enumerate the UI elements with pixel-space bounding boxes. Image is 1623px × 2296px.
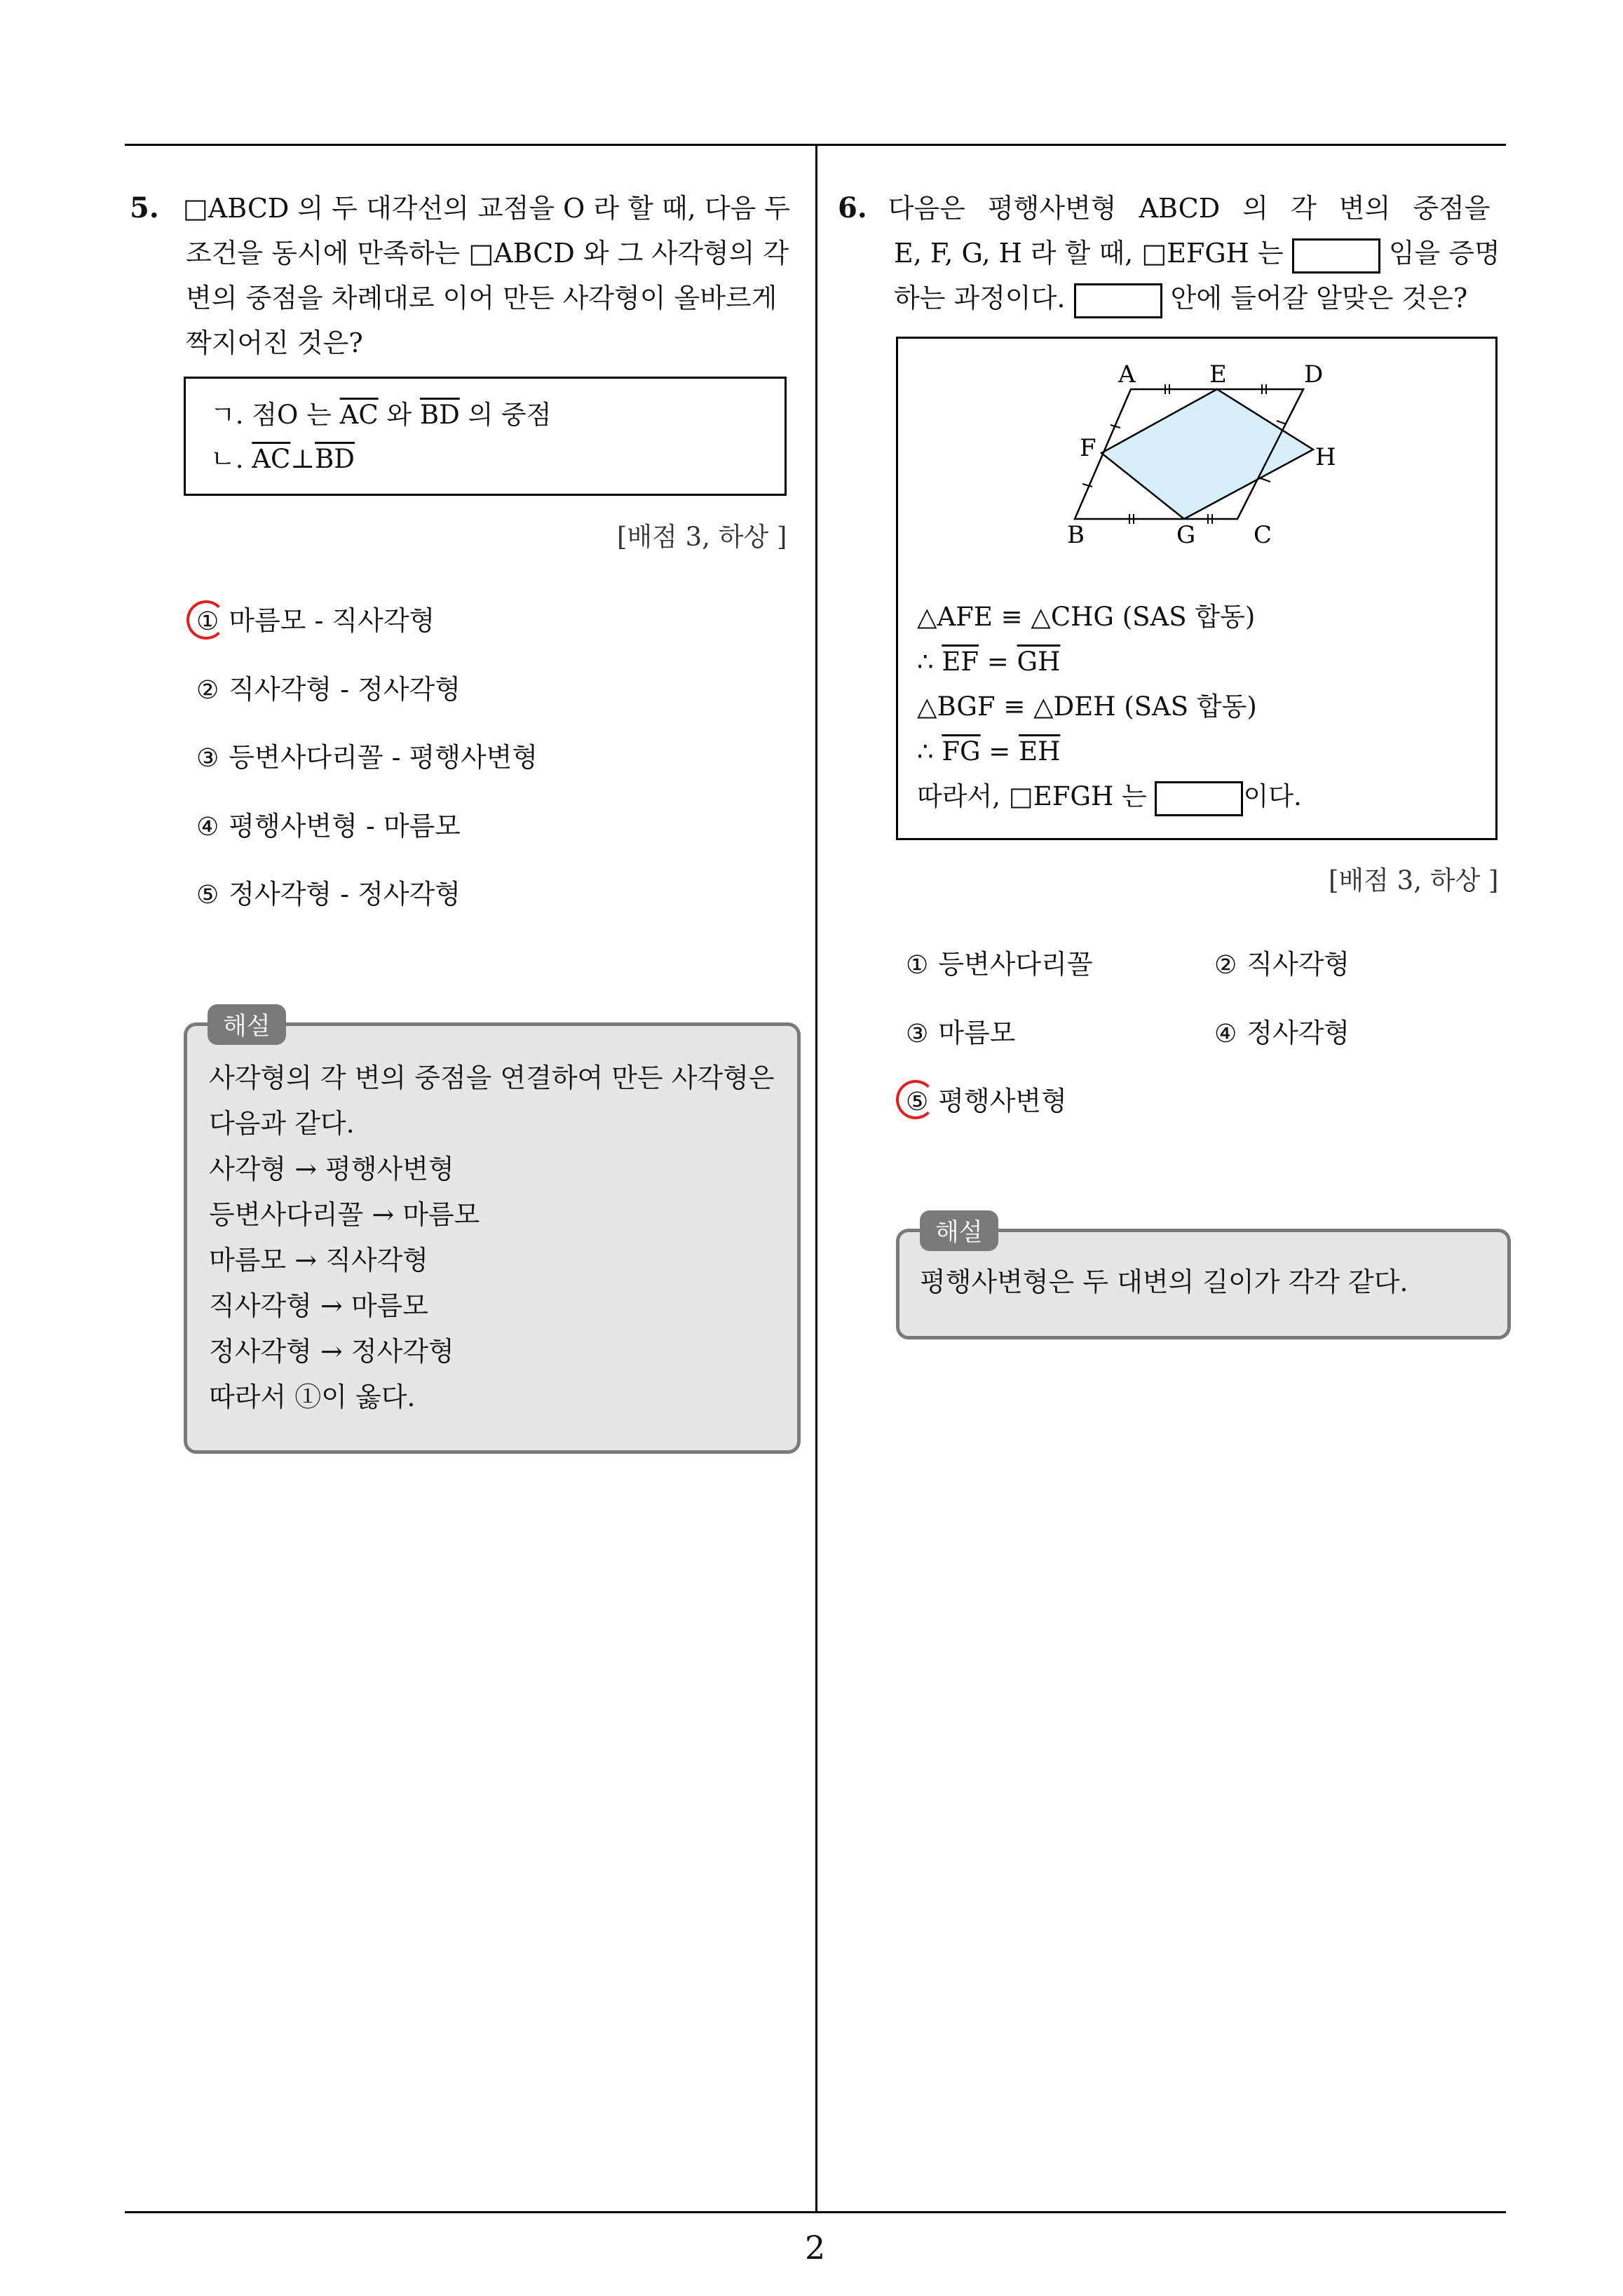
q6-line-3a: 하는 과정이다. bbox=[894, 283, 1066, 313]
q6-solution-text bbox=[920, 1260, 1408, 1305]
condition-1-suffix: 의 중점 bbox=[459, 400, 552, 430]
solution-line: 평행사변형은 두 대변의 길이가 각각 같다. bbox=[920, 1267, 1408, 1297]
proof-line-5 bbox=[917, 774, 1302, 819]
segment-gh: $\overline{GH}$ bbox=[1017, 647, 1061, 677]
parallelogram-figure bbox=[1052, 351, 1346, 561]
q6-score: [배점 3, 하상 ] bbox=[1329, 865, 1499, 896]
vertex-label-b: B bbox=[1067, 521, 1085, 549]
proof-conclusion-b: 이다. bbox=[1243, 781, 1302, 811]
vertex-label-e: E bbox=[1209, 360, 1227, 389]
proof-line-2 bbox=[917, 640, 1302, 684]
answer-blank bbox=[1292, 238, 1380, 274]
choice-number: ② bbox=[1214, 951, 1237, 980]
efgh-quadrilateral bbox=[1101, 389, 1313, 519]
q6-proof-text bbox=[917, 595, 1302, 819]
q5-score: [배점 3, 하상 ] bbox=[617, 522, 787, 552]
page-number: 2 bbox=[805, 2229, 826, 2267]
q5-choice-1[interactable] bbox=[196, 603, 435, 640]
q6-line-2b: 임을 증명 bbox=[1388, 238, 1500, 269]
solution-line: 따라서 ①이 옳다. bbox=[209, 1382, 416, 1412]
solution-line: 직사각형 → 마름모 bbox=[209, 1290, 428, 1321]
proof-conclusion-a: 따라서, □EFGH 는 bbox=[917, 781, 1147, 811]
vertex-label-c: C bbox=[1254, 521, 1272, 549]
solution-line: 정사각형 → 정사각형 bbox=[209, 1336, 454, 1367]
choice-number: ③ bbox=[196, 744, 219, 773]
q6-line-1: 다음은 평행사변형 ABCD 의 각 변의 중점을 bbox=[888, 193, 1490, 224]
therefore-symbol: ∴ bbox=[917, 736, 942, 767]
vertex-label-f: F bbox=[1080, 434, 1096, 462]
q6-stem bbox=[838, 186, 1525, 320]
q5-condition-1 bbox=[210, 394, 552, 436]
q5-solution-text bbox=[209, 1055, 775, 1420]
perpendicular-symbol: ⊥ bbox=[290, 444, 315, 474]
choice-text: 정사각형 bbox=[1247, 1018, 1350, 1048]
q6-choice-5[interactable] bbox=[906, 1083, 1067, 1120]
solution-line: 다음과 같다. bbox=[209, 1108, 355, 1139]
solution-line: 사각형 → 평행사변형 bbox=[209, 1154, 454, 1184]
choice-text: 직사각형 bbox=[1247, 949, 1350, 980]
q5-choice-3[interactable] bbox=[196, 740, 538, 776]
choice-number: ① bbox=[196, 607, 219, 636]
choice-text: 마름모 - 직사각형 bbox=[229, 605, 435, 636]
proof-line-4 bbox=[917, 729, 1302, 774]
answer-blank bbox=[1155, 781, 1243, 816]
choice-number: ⑤ bbox=[196, 881, 219, 910]
solution-line: 등변사다리꼴 → 마름모 bbox=[209, 1199, 480, 1230]
segment-eh: $\overline{EH}$ bbox=[1019, 736, 1061, 767]
segment-ac: $\overline{AC}$ bbox=[339, 400, 379, 430]
vertex-label-d: D bbox=[1304, 360, 1324, 389]
choice-text: 평행사변형 - 마름모 bbox=[229, 811, 461, 842]
q5-choice-2[interactable] bbox=[196, 672, 461, 708]
choice-text: 등변사다리꼴 bbox=[938, 949, 1093, 980]
q5-stem bbox=[130, 186, 803, 365]
q6-choice-4[interactable] bbox=[1214, 1015, 1350, 1052]
q5-line-4: 짝지어진 것은? bbox=[186, 327, 363, 358]
choice-number: ② bbox=[196, 676, 219, 705]
choice-text: 평행사변형 bbox=[938, 1086, 1067, 1116]
choice-number: ⑤ bbox=[906, 1088, 929, 1116]
choice-text: 등변사다리꼴 - 평행사변형 bbox=[229, 742, 538, 773]
vertex-label-g: G bbox=[1176, 521, 1196, 549]
solution-line: 마름모 → 직사각형 bbox=[209, 1245, 428, 1276]
bottom-rule bbox=[125, 2211, 1506, 2213]
equals-symbol: = bbox=[979, 647, 1017, 677]
q6-choice-3[interactable] bbox=[906, 1015, 1015, 1052]
q5-condition-2 bbox=[210, 438, 355, 480]
q5-line-1: □ABCD 의 두 대각선의 교점을 O 라 할 때, 다음 두 bbox=[182, 193, 791, 224]
choice-number: ④ bbox=[196, 813, 219, 842]
q5-choice-4[interactable] bbox=[196, 809, 461, 845]
q6-line-3b: 안에 들어갈 알맞은 것은? bbox=[1170, 283, 1468, 313]
segment-fg: $\overline{FG}$ bbox=[942, 736, 981, 767]
vertex-label-h: H bbox=[1315, 443, 1336, 471]
choice-text: 마름모 bbox=[938, 1018, 1016, 1048]
q6-line-2a: E, F, G, H 라 할 때, □EFGH 는 bbox=[894, 238, 1284, 269]
q5-number: 5. bbox=[130, 191, 159, 224]
q6-choice-2[interactable] bbox=[1214, 947, 1350, 983]
q5-line-3: 변의 중점을 차례대로 이어 만든 사각형이 올바르게 bbox=[186, 283, 777, 313]
q6-solution-tag: 해설 bbox=[920, 1210, 998, 1251]
q6-number: 6. bbox=[838, 191, 867, 224]
choice-number: ③ bbox=[906, 1020, 929, 1048]
proof-line-1: △AFE ≡ △CHG (SAS 합동) bbox=[917, 602, 1256, 632]
q6-choice-1[interactable] bbox=[906, 947, 1093, 983]
choice-number: ① bbox=[906, 951, 929, 980]
proof-line-3: △BGF ≡ △DEH (SAS 합동) bbox=[917, 691, 1257, 722]
column-divider bbox=[815, 144, 817, 2213]
segment-bd: $\overline{BD}$ bbox=[315, 444, 355, 474]
answer-blank bbox=[1074, 283, 1162, 318]
therefore-symbol: ∴ bbox=[917, 647, 942, 677]
segment-bd: $\overline{BD}$ bbox=[419, 400, 460, 430]
choice-number: ④ bbox=[1214, 1020, 1237, 1048]
solution-line: 사각형의 각 변의 중점을 연결하여 만든 사각형은 bbox=[209, 1062, 775, 1093]
condition-1-prefix: ㄱ. 점O 는 bbox=[210, 400, 340, 430]
condition-1-mid: 와 bbox=[378, 400, 420, 430]
equals-symbol: = bbox=[980, 736, 1019, 767]
q5-line-2: 조건을 동시에 만족하는 □ABCD 와 그 사각형의 각 bbox=[186, 238, 789, 269]
segment-ac: $\overline{AC}$ bbox=[252, 444, 291, 474]
choice-text: 정사각형 - 정사각형 bbox=[229, 879, 461, 910]
q5-solution-tag: 해설 bbox=[208, 1004, 286, 1045]
segment-ef: $\overline{EF}$ bbox=[942, 647, 979, 677]
choice-text: 직사각형 - 정사각형 bbox=[229, 674, 461, 705]
vertex-label-a: A bbox=[1118, 360, 1136, 389]
q5-choice-5[interactable] bbox=[196, 877, 461, 913]
condition-2-prefix: ㄴ. bbox=[210, 444, 252, 474]
